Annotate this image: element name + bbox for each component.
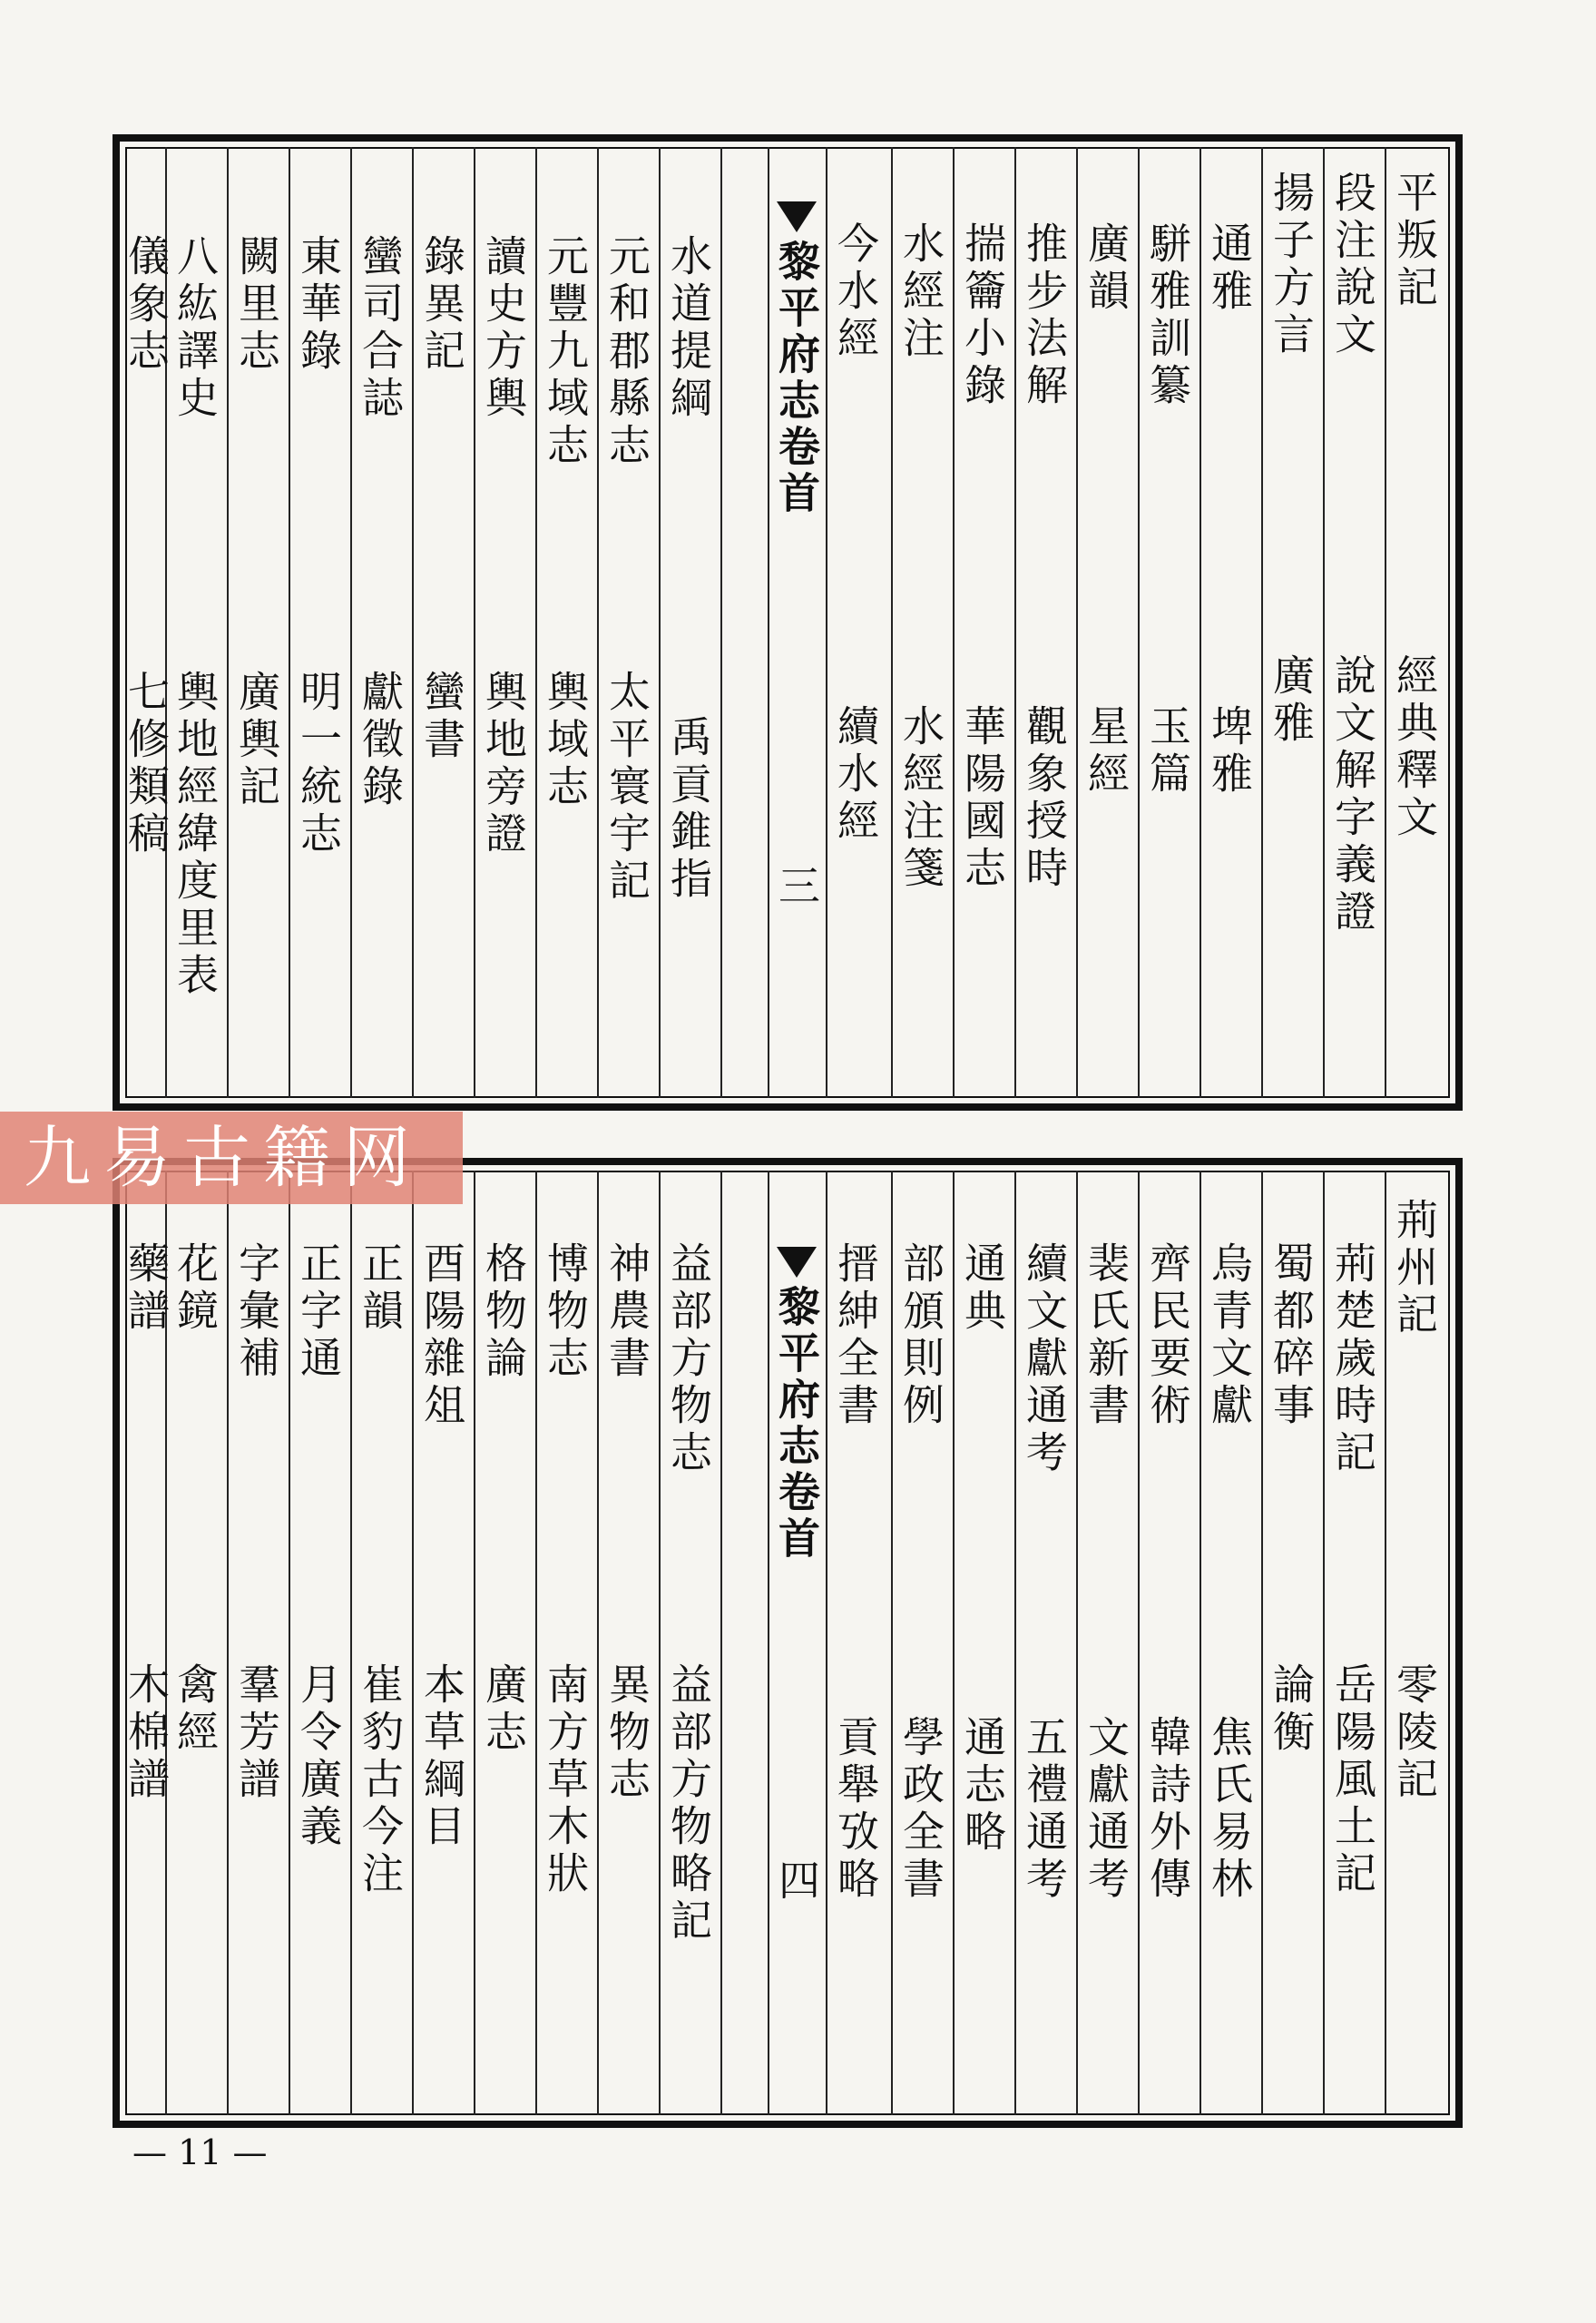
column-rule (891, 147, 893, 1098)
book-title: 五禮通考 (1020, 1715, 1069, 1904)
book-title: 益部方物略記 (664, 1662, 713, 1946)
book-title: 木棉譜 (122, 1662, 171, 1804)
book-title: 月令廣義 (294, 1662, 343, 1851)
column-rule (597, 147, 599, 1098)
book-title: 揚子方言 (1267, 171, 1316, 359)
header-title: 黎平府志卷首 (772, 240, 821, 517)
column-rule (289, 147, 290, 1098)
column-rule (227, 1171, 229, 2115)
column-rule (474, 147, 475, 1098)
book-title: 零陵記 (1390, 1662, 1439, 1804)
book-title: 星經 (1082, 704, 1131, 799)
book-title: 駢雅訓纂 (1143, 221, 1192, 410)
book-title: 異物志 (602, 1662, 651, 1804)
book-title: 蜀都碎事 (1267, 1241, 1316, 1430)
book-title: 華陽國志 (958, 704, 1007, 893)
book-title: 蠻司合誌 (356, 234, 405, 423)
book-title: 說文解字義證 (1328, 653, 1377, 936)
book-title: 學政全書 (896, 1715, 945, 1904)
column-rule (891, 1171, 893, 2115)
column-rule (1199, 1171, 1201, 2115)
book-title: 水道提綱 (664, 234, 713, 423)
column-rule (1261, 1171, 1263, 2115)
book-title: 玉篇 (1143, 704, 1192, 799)
book-title: 正字通 (294, 1241, 343, 1383)
book-title: 埤雅 (1205, 704, 1254, 799)
book-title: 本草綱目 (417, 1662, 466, 1851)
book-title: 輿域志 (541, 670, 590, 811)
book-title: 齊民要術 (1143, 1241, 1192, 1430)
book-title: 通雅 (1205, 221, 1254, 316)
column-rule (826, 147, 827, 1098)
book-title: 貢舉攷略 (831, 1715, 880, 1904)
column-rule (659, 1171, 661, 2115)
page-number: 四 (772, 1858, 821, 1900)
book-title: 闕里志 (232, 234, 281, 376)
book-title: 禽經 (171, 1662, 220, 1757)
book-title: 元和郡縣志 (602, 234, 651, 470)
book-title: 通典 (958, 1241, 1007, 1336)
book-title: 廣輿記 (232, 670, 281, 811)
column-rule (289, 1171, 290, 2115)
book-title: 輿地經緯度里表 (171, 670, 220, 1000)
column-rule (535, 147, 537, 1098)
book-title: 東華錄 (294, 234, 343, 376)
book-title: 蠻書 (417, 670, 466, 764)
column-rule (768, 147, 769, 1098)
column-rule (1323, 1171, 1325, 2115)
column-rule (350, 147, 352, 1098)
book-title: 明一統志 (294, 670, 343, 858)
book-title: 荊州記 (1390, 1198, 1439, 1339)
book-title: 花鏡 (171, 1241, 220, 1336)
bottom-page (113, 1158, 1463, 2128)
top-page (113, 134, 1463, 1111)
book-title: 搢紳全書 (831, 1241, 880, 1430)
book-title: 儀象志 (122, 234, 171, 376)
book-title: 神農書 (602, 1241, 651, 1383)
book-title: 經典釋文 (1390, 653, 1439, 842)
page-number: 三 (772, 864, 821, 906)
column-rule (535, 1171, 537, 2115)
book-title: 部頒則例 (896, 1241, 945, 1430)
column-rule (350, 1171, 352, 2115)
book-title: 南方草木狀 (541, 1662, 590, 1898)
book-title: 輿地旁證 (479, 670, 528, 858)
fishtail-mark (777, 1247, 817, 1278)
column-rule (1323, 147, 1325, 1098)
column-rule (1261, 147, 1263, 1098)
book-title: 廣雅 (1267, 653, 1316, 748)
column-rule (953, 1171, 955, 2115)
column-rule (768, 1171, 769, 2115)
book-title: 續水經 (831, 704, 880, 846)
book-title: 廣志 (479, 1662, 528, 1757)
book-title: 藥譜 (122, 1241, 171, 1336)
book-title: 廣韻 (1082, 221, 1131, 316)
book-title: 錄異記 (417, 234, 466, 376)
book-title: 揣籥小錄 (958, 221, 1007, 410)
column-rule (1014, 1171, 1016, 2115)
book-title: 裴氏新書 (1082, 1241, 1131, 1430)
folio-number: — 11 — (132, 2132, 268, 2172)
book-title: 正韻 (356, 1241, 405, 1336)
column-rule (474, 1171, 475, 2115)
book-title: 格物論 (479, 1241, 528, 1383)
column-rule (720, 147, 722, 1098)
book-title: 七修類稿 (122, 670, 171, 858)
book-title: 段注說文 (1328, 171, 1377, 359)
book-title: 岳陽風土記 (1328, 1662, 1377, 1898)
column-rule (1138, 147, 1140, 1098)
column-rule (953, 147, 955, 1098)
book-title: 羣芳譜 (232, 1662, 281, 1804)
column-rule (1076, 1171, 1078, 2115)
column-rule (227, 147, 229, 1098)
book-title: 論衡 (1267, 1662, 1316, 1757)
column-rule (412, 147, 414, 1098)
book-title: 推步法解 (1020, 221, 1069, 410)
column-rule (412, 1171, 414, 2115)
book-title: 益部方物志 (664, 1241, 713, 1477)
book-title: 崔豹古今注 (356, 1662, 405, 1898)
book-title: 元豐九域志 (541, 234, 590, 470)
book-title: 水經注 (896, 221, 945, 363)
book-title: 通志略 (958, 1715, 1007, 1857)
book-title: 博物志 (541, 1241, 590, 1383)
book-title: 太平寰宇記 (602, 670, 651, 906)
book-title: 烏青文獻 (1205, 1241, 1254, 1430)
book-title: 觀象授時 (1020, 704, 1069, 893)
book-title: 八紘譯史 (171, 234, 220, 423)
fishtail-mark (777, 201, 817, 232)
column-rule (1385, 147, 1386, 1098)
book-title: 焦氏易林 (1205, 1715, 1254, 1904)
book-title: 文獻通考 (1082, 1715, 1131, 1904)
column-rule (597, 1171, 599, 2115)
book-title: 平叛記 (1390, 171, 1439, 312)
book-title: 韓詩外傳 (1143, 1715, 1192, 1904)
column-rule (1199, 147, 1201, 1098)
book-title: 讀史方輿 (479, 234, 528, 423)
column-rule (659, 147, 661, 1098)
book-title: 水經注箋 (896, 704, 945, 893)
book-title: 字彙補 (232, 1241, 281, 1383)
book-title: 今水經 (831, 221, 880, 363)
column-rule (720, 1171, 722, 2115)
column-rule (1076, 147, 1078, 1098)
book-title: 獻徵錄 (356, 670, 405, 811)
book-title: 荊楚歲時記 (1328, 1241, 1377, 1477)
book-title: 酉陽雜俎 (417, 1241, 466, 1430)
column-rule (1014, 147, 1016, 1098)
book-title: 續文獻通考 (1020, 1241, 1069, 1477)
column-rule (1138, 1171, 1140, 2115)
column-rule (1385, 1171, 1386, 2115)
column-rule (826, 1171, 827, 2115)
header-title: 黎平府志卷首 (772, 1285, 821, 1563)
book-title: 禹貢錐指 (664, 715, 713, 904)
watermark-banner: 九易古籍网 (0, 1112, 463, 1204)
